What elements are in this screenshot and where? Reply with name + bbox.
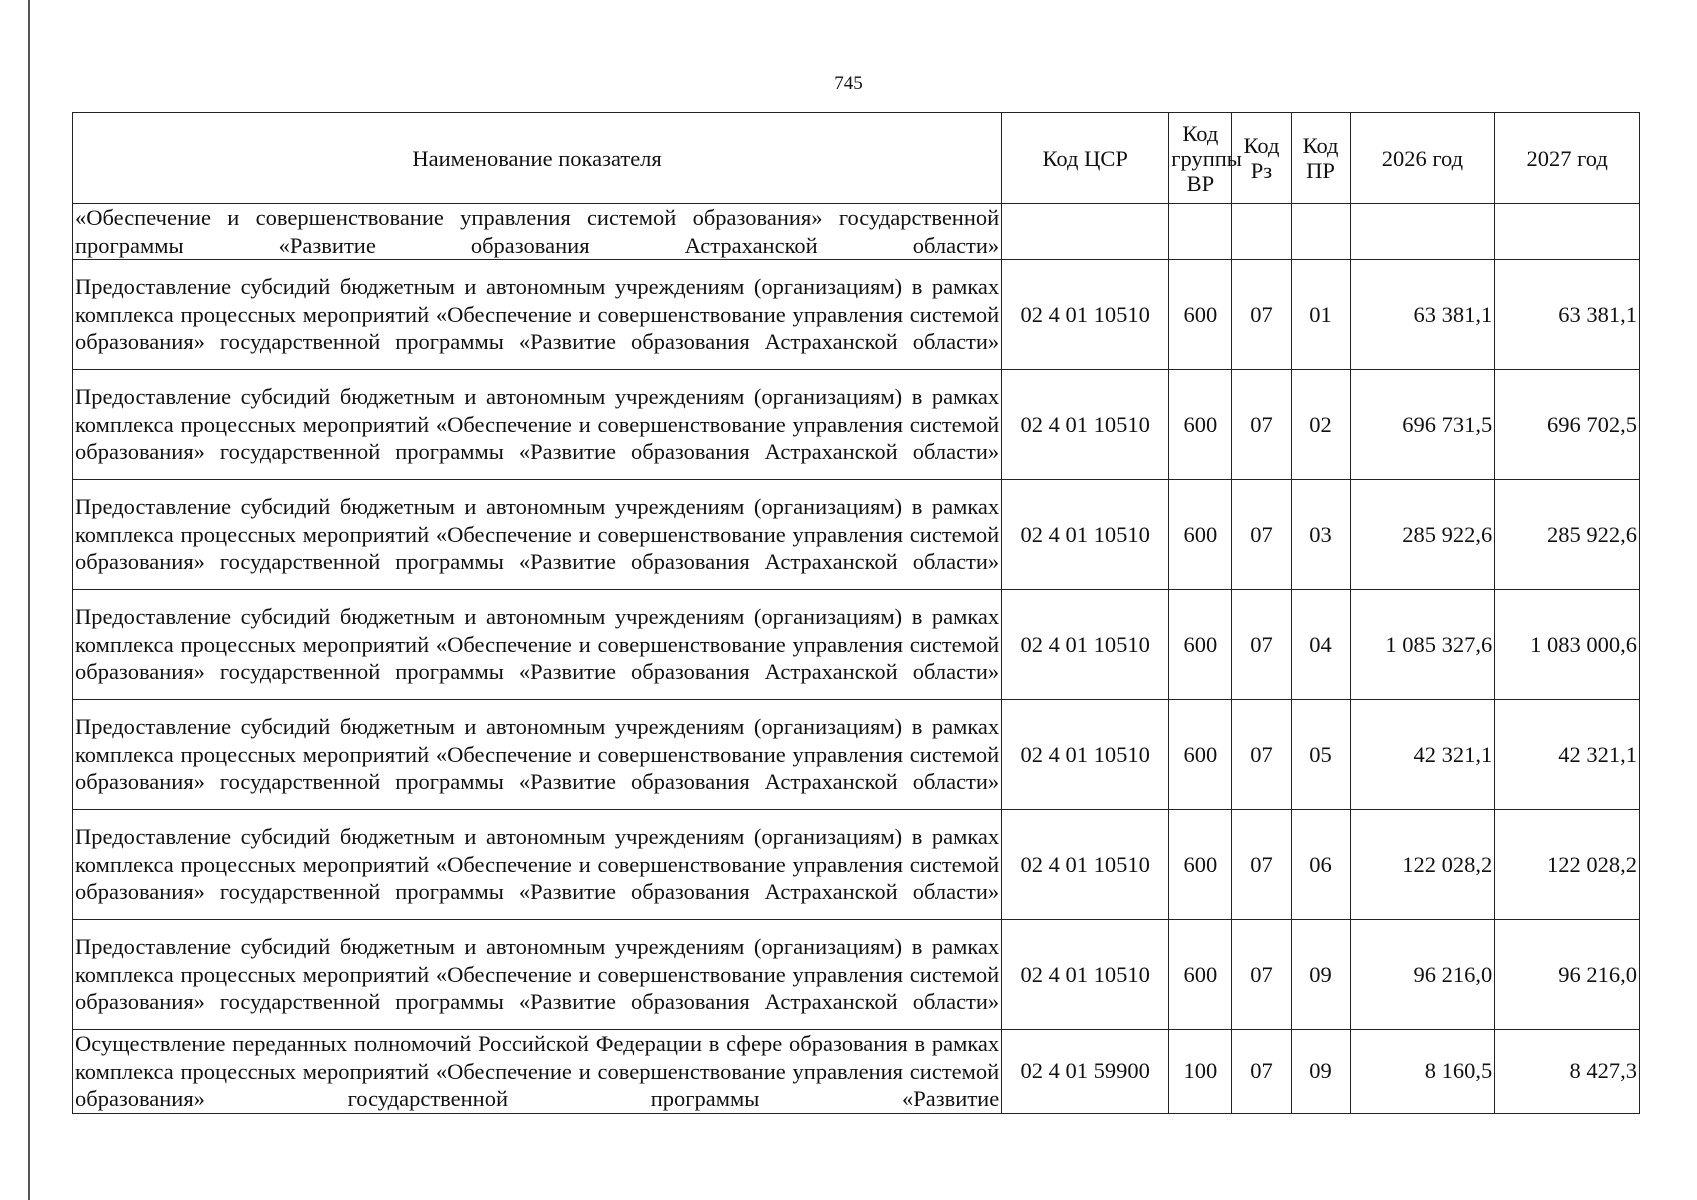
- row-2026: 285 922,6: [1350, 480, 1495, 590]
- row-pr: 02: [1291, 370, 1350, 480]
- table-row: [73, 810, 1640, 920]
- table-row: [73, 590, 1640, 700]
- row-2026: 63 381,1: [1350, 260, 1495, 370]
- row-rz: 07: [1232, 260, 1291, 370]
- row-rz: 07: [1232, 810, 1291, 920]
- table-row: [73, 370, 1640, 480]
- row-rz: 07: [1232, 920, 1291, 1030]
- row-csr: 02 4 01 10510: [1002, 810, 1169, 920]
- empty-cell: [1002, 204, 1169, 260]
- row-pr: 09: [1291, 920, 1350, 1030]
- row-name: Предоставление субсидий бюджетным и автономным учреждениям (организациям) в рамках комплекса процессных мероприятий «Обеспечение и совершенствование управления системой образования» государственной программы «Развитие образования Астраханской области»: [73, 260, 1002, 370]
- row-2027: 122 028,2: [1495, 810, 1640, 920]
- row-vr: 600: [1169, 700, 1232, 810]
- row-rz: 07: [1232, 370, 1291, 480]
- header-rz: Код Рз: [1232, 113, 1291, 204]
- header-pr: Код ПР: [1291, 113, 1350, 204]
- row-pr: 09: [1291, 1030, 1350, 1114]
- empty-cell: [1232, 204, 1291, 260]
- row-2027: 285 922,6: [1495, 480, 1640, 590]
- empty-cell: [1169, 204, 1232, 260]
- row-pr: 06: [1291, 810, 1350, 920]
- row-2026: 42 321,1: [1350, 700, 1495, 810]
- row-vr: 600: [1169, 260, 1232, 370]
- row-2026: 1 085 327,6: [1350, 590, 1495, 700]
- row-csr: 02 4 01 59900: [1002, 1030, 1169, 1114]
- row-name: Предоставление субсидий бюджетным и автономным учреждениям (организациям) в рамках комплекса процессных мероприятий «Обеспечение и совершенствование управления системой образования» государственной программы «Развитие образования Астраханской области»: [73, 920, 1002, 1030]
- table-row: [73, 700, 1640, 810]
- table-row-partial: [73, 1030, 1640, 1114]
- row-vr: 600: [1169, 810, 1232, 920]
- row-2027: 42 321,1: [1495, 700, 1640, 810]
- empty-cell: [1291, 204, 1350, 260]
- row-csr: 02 4 01 10510: [1002, 480, 1169, 590]
- row-csr: 02 4 01 10510: [1002, 370, 1169, 480]
- row-vr: 600: [1169, 480, 1232, 590]
- row-2026: 696 731,5: [1350, 370, 1495, 480]
- row-name: Предоставление субсидий бюджетным и автономным учреждениям (организациям) в рамках комплекса процессных мероприятий «Обеспечение и совершенствование управления системой образования» государственной программы «Развитие образования Астраханской области»: [73, 700, 1002, 810]
- page-margin-line: [28, 0, 30, 1200]
- row-rz: 07: [1232, 700, 1291, 810]
- row-2026: 122 028,2: [1350, 810, 1495, 920]
- page-number: 745: [834, 73, 863, 94]
- row-csr: 02 4 01 10510: [1002, 920, 1169, 1030]
- header-csr: Код ЦСР: [1002, 113, 1169, 204]
- table-row-continuation: [73, 204, 1640, 260]
- row-name: Предоставление субсидий бюджетным и автономным учреждениям (организациям) в рамках комплекса процессных мероприятий «Обеспечение и совершенствование управления системой образования» государственной программы «Развитие образования Астраханской области»: [73, 370, 1002, 480]
- row-csr: 02 4 01 10510: [1002, 700, 1169, 810]
- header-2026: 2026 год: [1350, 113, 1495, 204]
- row-2026: 8 160,5: [1350, 1030, 1495, 1114]
- row-vr: 600: [1169, 590, 1232, 700]
- empty-cell: [1495, 204, 1640, 260]
- row-rz: 07: [1232, 1030, 1291, 1114]
- row-csr: 02 4 01 10510: [1002, 260, 1169, 370]
- budget-table: [72, 112, 1640, 1114]
- header-name: Наименование показателя: [73, 113, 1002, 204]
- row-2027: 696 702,5: [1495, 370, 1640, 480]
- row-2027: 96 216,0: [1495, 920, 1640, 1030]
- row-rz: 07: [1232, 590, 1291, 700]
- header-2027: 2027 год: [1495, 113, 1640, 204]
- row-2027: 1 083 000,6: [1495, 590, 1640, 700]
- row-vr: 600: [1169, 370, 1232, 480]
- row-vr: 100: [1169, 1030, 1232, 1114]
- header-vr: Код группы ВР: [1169, 113, 1232, 204]
- row-pr: 03: [1291, 480, 1350, 590]
- row-pr: 04: [1291, 590, 1350, 700]
- row-2027: 8 427,3: [1495, 1030, 1640, 1114]
- row-name: Предоставление субсидий бюджетным и автономным учреждениям (организациям) в рамках комплекса процессных мероприятий «Обеспечение и совершенствование управления системой образования» государственной программы «Развитие образования Астраханской области»: [73, 810, 1002, 920]
- row-vr: 600: [1169, 920, 1232, 1030]
- row-csr: 02 4 01 10510: [1002, 590, 1169, 700]
- row-name: Предоставление субсидий бюджетным и автономным учреждениям (организациям) в рамках комплекса процессных мероприятий «Обеспечение и совершенствование управления системой образования» государственной программы «Развитие образования Астраханской области»: [73, 590, 1002, 700]
- row-name: Осуществление переданных полномочий Российской Федерации в сфере образования в рамках комплекса процессных мероприятий «Обеспечение и совершенствование управления системой образования» государственной программы «Развитие: [73, 1030, 1002, 1114]
- table-header-row: [73, 113, 1640, 204]
- row-rz: 07: [1232, 480, 1291, 590]
- table-row: [73, 260, 1640, 370]
- row-name: Предоставление субсидий бюджетным и автономным учреждениям (организациям) в рамках комплекса процессных мероприятий «Обеспечение и совершенствование управления системой образования» государственной программы «Развитие образования Астраханской области»: [73, 480, 1002, 590]
- row-pr: 05: [1291, 700, 1350, 810]
- table-row: [73, 920, 1640, 1030]
- row-2027: 63 381,1: [1495, 260, 1640, 370]
- table-row: [73, 480, 1640, 590]
- row-pr: 01: [1291, 260, 1350, 370]
- row-2026: 96 216,0: [1350, 920, 1495, 1030]
- row-name: «Обеспечение и совершенствование управления системой образования» государственной программы «Развитие образования Астраханской области»: [73, 204, 1002, 260]
- empty-cell: [1350, 204, 1495, 260]
